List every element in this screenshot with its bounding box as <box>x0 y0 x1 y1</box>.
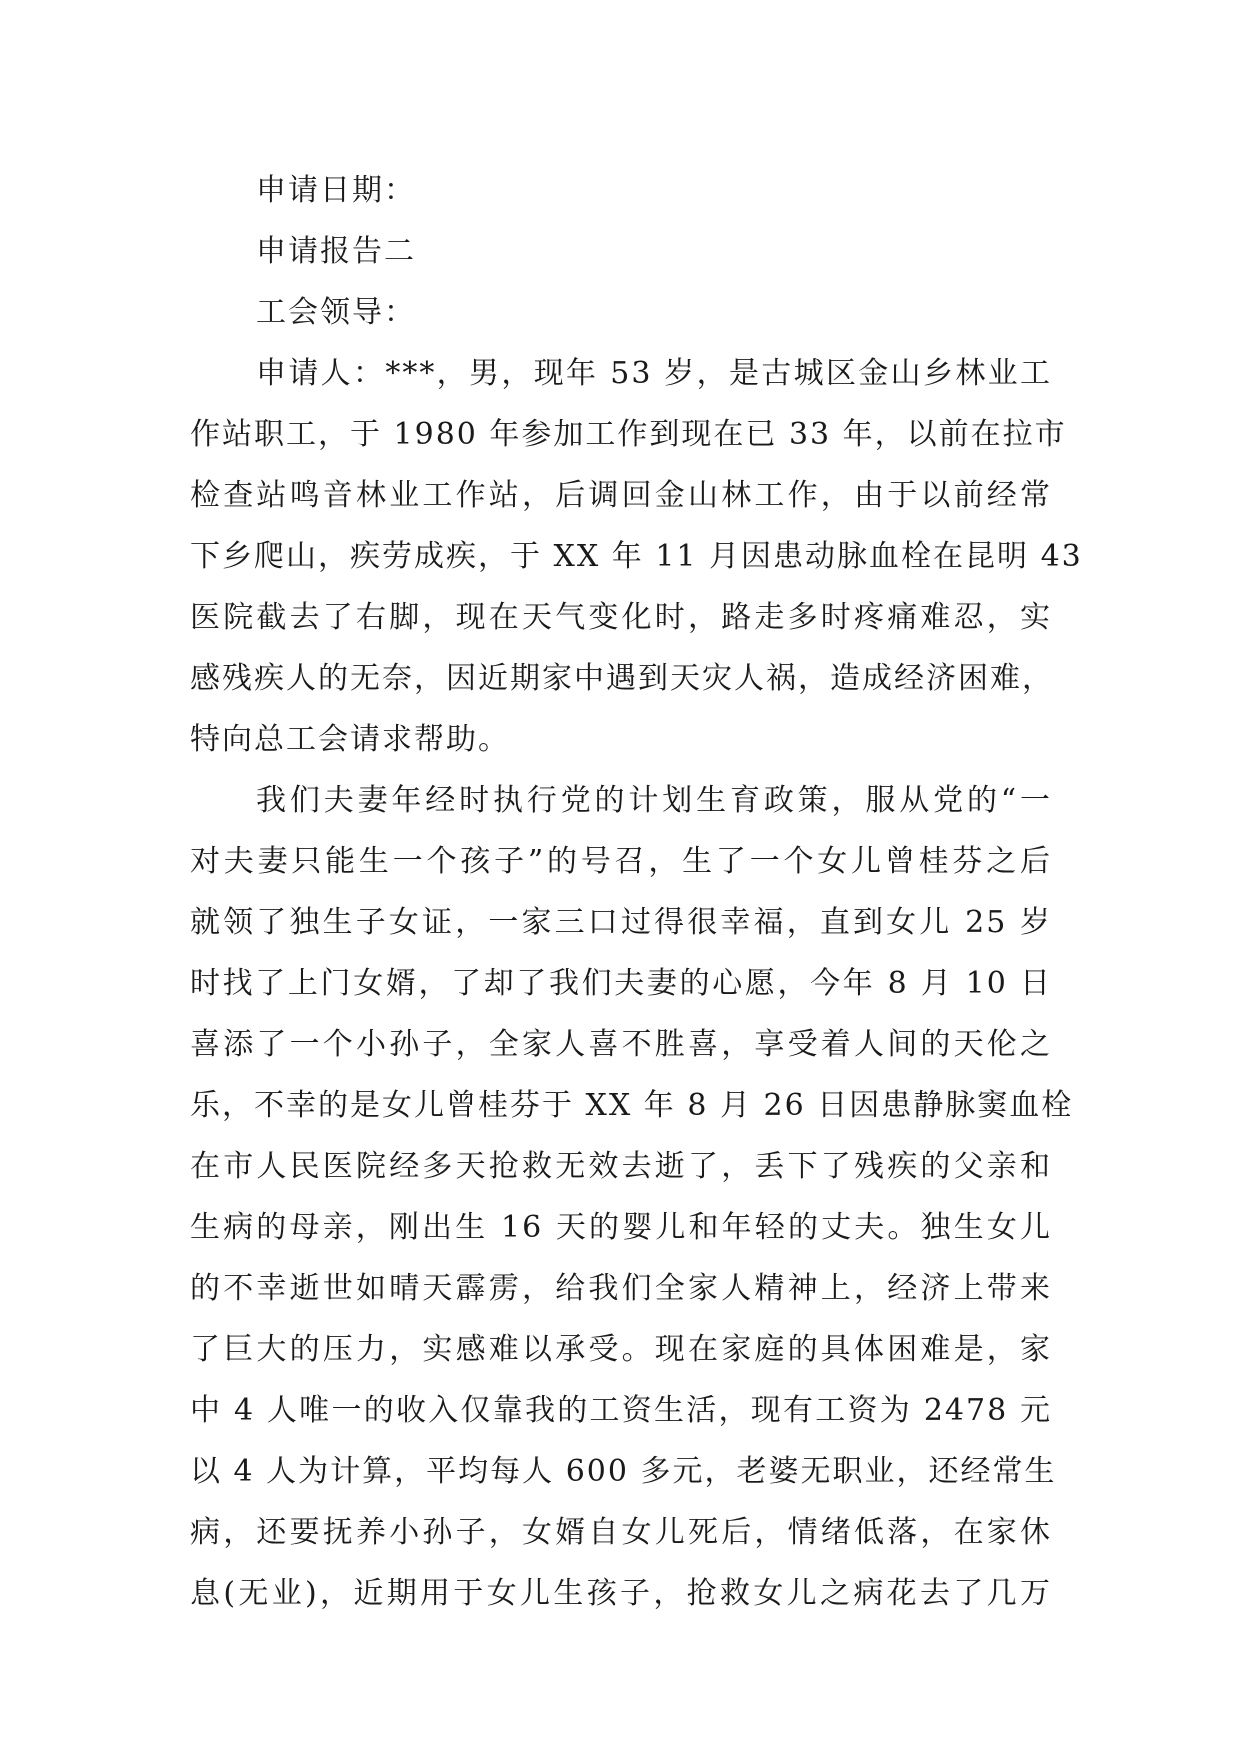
text-line: 下乡爬山，疾劳成疾，于 XX 年 11 月因患动脉血栓在昆明 43 <box>190 539 1083 574</box>
text-line: 作站职工，于 1980 年参加工作到现在已 33 年，以前在拉市 <box>190 417 1067 452</box>
text-line: 以 4 人为计算，平均每人 600 多元，老婆无职业，还经常生 <box>190 1454 1057 1489</box>
text-line: 生病的母亲，刚出生 16 天的婴儿和年轻的丈夫。独生女儿 <box>190 1210 1052 1245</box>
text-line: 对夫妻只能生一个孩子”的号召，生了一个女儿曾桂芬之后 <box>190 844 1052 879</box>
text-line: 乐，不幸的是女儿曾桂芬于 XX 年 8 月 26 日因患静脉窦血栓 <box>190 1088 1074 1123</box>
text-line: 病，还要抚养小孙子，女婿自女儿死后，情绪低落，在家休 <box>190 1515 1052 1550</box>
text-line: 中 4 人唯一的收入仅靠我的工资生活，现有工资为 2478 元 <box>190 1393 1052 1428</box>
text-line: 感残疾人的无奈，因近期家中遇到天灾人祸，造成经济困难， <box>190 661 1054 696</box>
text-line: 申请报告二 <box>256 234 416 269</box>
text-line: 喜添了一个小孙子，全家人喜不胜喜，享受着人间的天伦之 <box>190 1027 1052 1062</box>
text-line: 就领了独生子女证，一家三口过得很幸福，直到女儿 25 岁 <box>190 905 1052 940</box>
text-line: 申请日期： <box>256 173 416 208</box>
text-line: 我们夫妻年经时执行党的计划生育政策，服从党的“一 <box>256 783 1052 818</box>
text-line: 申请人：***，男，现年 53 岁，是古城区金山乡林业工 <box>256 356 1052 391</box>
text-line: 医院截去了右脚，现在天气变化时，路走多时疼痛难忍，实 <box>190 600 1052 635</box>
text-line: 在市人民医院经多天抢救无效去逝了，丢下了残疾的父亲和 <box>190 1149 1052 1184</box>
text-line: 特向总工会请求帮助。 <box>190 722 510 757</box>
text-line: 的不幸逝世如晴天霹雳，给我们全家人精神上，经济上带来 <box>190 1271 1052 1306</box>
text-line: 时找了上门女婿，了却了我们夫妻的心愿，今年 8 月 10 日 <box>190 966 1052 1001</box>
text-line: 检查站鸣音林业工作站，后调回金山林工作，由于以前经常 <box>190 478 1052 513</box>
text-line: 工会领导： <box>256 295 416 330</box>
text-line: 了巨大的压力，实感难以承受。现在家庭的具体困难是，家 <box>190 1332 1052 1367</box>
text-line: 息(无业)，近期用于女儿生孩子，抢救女儿之病花去了几万 <box>190 1576 1052 1611</box>
document-body <box>190 160 1083 1624</box>
